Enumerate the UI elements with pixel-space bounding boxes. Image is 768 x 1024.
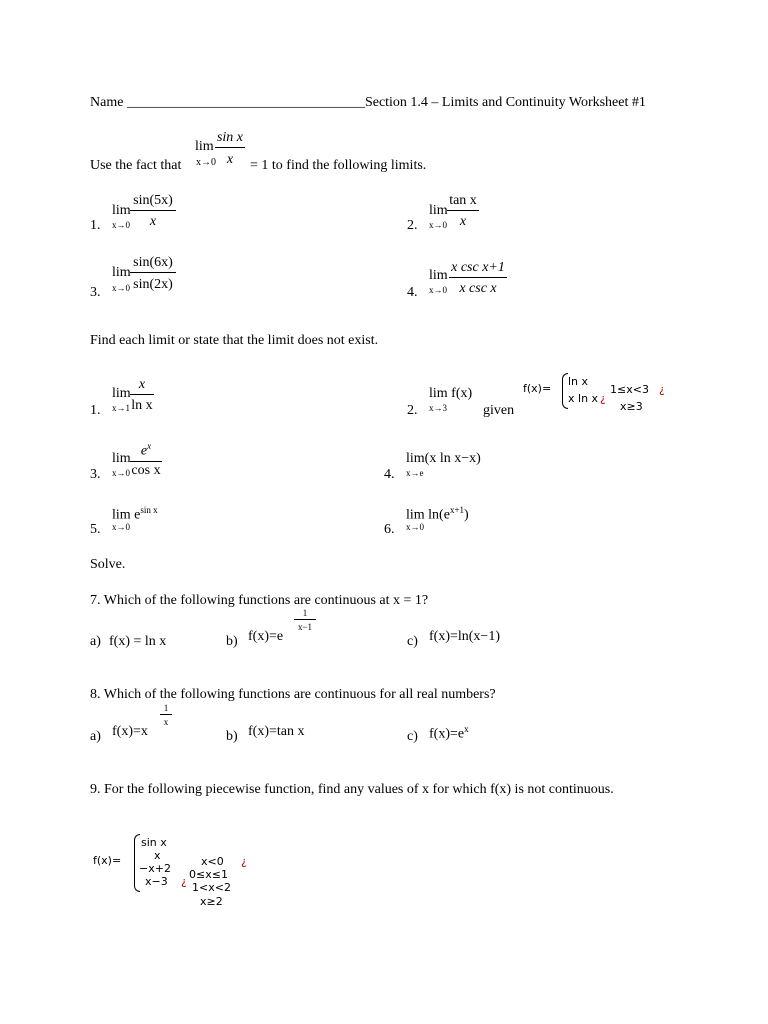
p2-q2-cond2: x≥3 [620, 400, 643, 413]
q9-cond-3: 1<x<2 [192, 881, 231, 894]
part2-heading: Find each limit or state that the limit does not exist. [90, 333, 379, 348]
p2-q3-den: cos x [131, 463, 161, 478]
p2-q2-sub: x→3 [429, 403, 447, 413]
q8-b-label: b) [226, 729, 238, 744]
p2-q3-lim: lim [112, 451, 131, 466]
p1-q3-lim: lim [112, 265, 131, 280]
p2-q1-den: ln x [131, 398, 153, 413]
p2-q2-case2: x ln x [568, 392, 599, 405]
intro-limit-lim: lim [195, 139, 214, 154]
q7-c-expr: f(x)=ln(x−1) [429, 629, 500, 644]
p2-q6-expr: $\lim \ln(e^{x+1})$ [406, 505, 469, 523]
q8-a-sup-den: x [163, 717, 169, 727]
p1-q3-sub: x→0 [112, 283, 130, 293]
p1-q1-sub: x→0 [112, 220, 130, 230]
q9-case-4: x−3 [145, 875, 168, 888]
q8-b-expr: f(x)=tan x [248, 724, 305, 739]
worksheet-title: Section 1.4 – Limits and Continuity Worksheet #1 [364, 95, 646, 110]
p2-q6-number: 6. [384, 522, 395, 537]
q7-question: 7. Which of the following functions are continuous at x = 1? [90, 593, 429, 608]
q7-b-label: b) [226, 634, 238, 649]
q7-b-expr: f(x)=e [248, 629, 284, 644]
q9-case-1: sin x [141, 836, 167, 849]
p2-q2-fdef: f(x)= [523, 382, 552, 395]
intro-suffix: = 1 to find the following limits. [250, 158, 427, 173]
p2-q2-marker-b: ¿ [659, 383, 665, 396]
p2-q1-lim: lim [112, 386, 131, 401]
p1-q2-den: x [459, 214, 467, 229]
p2-q4-expr: lim(x ln x−x) [406, 451, 481, 466]
p1-q4-den: x csc x [459, 281, 497, 296]
p1-q1-lim: lim [112, 203, 131, 218]
p2-q2-expr: lim f(x) [429, 386, 473, 401]
p1-q4-sub: x→0 [429, 285, 447, 295]
q9-case-3: −x+2 [139, 862, 171, 875]
intro-limit-num: sin x [215, 131, 245, 148]
solve-heading: Solve. [90, 557, 126, 572]
p2-q1-num: x [130, 378, 154, 395]
p2-q2-marker-a: ¿ [600, 392, 606, 405]
p1-q1-num: sin(5x) [130, 194, 176, 211]
p1-q3-num: sin(6x) [130, 256, 176, 273]
p2-q5-number: 5. [90, 522, 101, 537]
p1-q4-number: 4. [407, 285, 418, 300]
q9-marker-a: ¿ [181, 875, 187, 888]
q8-question: 8. Which of the following functions are continuous for all real numbers? [90, 687, 496, 702]
p2-q3-number: 3. [90, 467, 101, 482]
p2-q5-expr: $\lim e^{sin x}$ [112, 505, 158, 523]
q7-c-label: c) [407, 634, 418, 649]
p1-q3-number: 3. [90, 285, 101, 300]
q8-c-label: c) [407, 729, 418, 744]
q9-cond-2: 0≤x≤1 [189, 868, 228, 881]
p2-q1-sub: x→1 [112, 403, 130, 413]
q8-a-label: a) [90, 729, 101, 744]
q7-a-expr: f(x) = ln x [109, 634, 167, 649]
p2-q4-number: 4. [384, 467, 395, 482]
q9-question: 9. For the following piecewise function, find any values of x for which f(x) is not continuous. [90, 782, 614, 797]
q9-fdef: f(x)= [93, 854, 122, 867]
q7-b-sup-den: x−1 [297, 622, 313, 632]
name-label: Name [90, 95, 127, 110]
q8-a-expr: f(x)=x [112, 724, 148, 739]
intro-limit-sub: x→0 [196, 157, 216, 168]
header-line [90, 96, 646, 110]
p1-q4-num: x csc x+1 [449, 261, 507, 278]
name-field[interactable]: __________________________________ [126, 95, 365, 110]
p2-q5-sub: x→0 [112, 522, 130, 532]
p1-q1-den: x [149, 214, 157, 229]
p1-q2-sub: x→0 [429, 220, 447, 230]
q8-a-sup-num: 1 [160, 704, 172, 715]
q7-a-label: a) [90, 634, 101, 649]
p2-q2-number: 2. [407, 403, 418, 418]
q9-case-2: x [154, 849, 161, 862]
p2-q1-number: 1. [90, 403, 101, 418]
p2-q2-cond1: 1≤x<3 [610, 383, 649, 396]
p1-q4-lim: lim [429, 268, 448, 283]
p2-q2-case1: ln x [568, 375, 589, 388]
p2-q2-given: given [483, 403, 515, 418]
p2-q6-sub: x→0 [406, 522, 424, 532]
p1-q3-den: sin(2x) [133, 277, 173, 292]
p1-q1-number: 1. [90, 218, 101, 233]
p1-q2-lim: lim [429, 203, 448, 218]
intro-limit-den: x [226, 152, 234, 167]
q8-c-expr: $f(x)=e^x$ [429, 724, 469, 742]
q9-cond-4: x≥2 [200, 895, 223, 908]
p2-q3-num: $e^x$ [130, 442, 162, 462]
p1-q2-number: 2. [407, 218, 418, 233]
q9-cond-1: x<0 [201, 855, 224, 868]
q7-b-sup-num: 1 [294, 609, 316, 620]
p2-q3-sub: x→0 [112, 468, 130, 478]
q9-marker-b: ¿ [241, 855, 247, 868]
intro-prefix: Use the fact that [90, 158, 182, 173]
p2-q4-sub: x→e [406, 468, 424, 478]
p1-q2-num: tan x [447, 194, 479, 211]
